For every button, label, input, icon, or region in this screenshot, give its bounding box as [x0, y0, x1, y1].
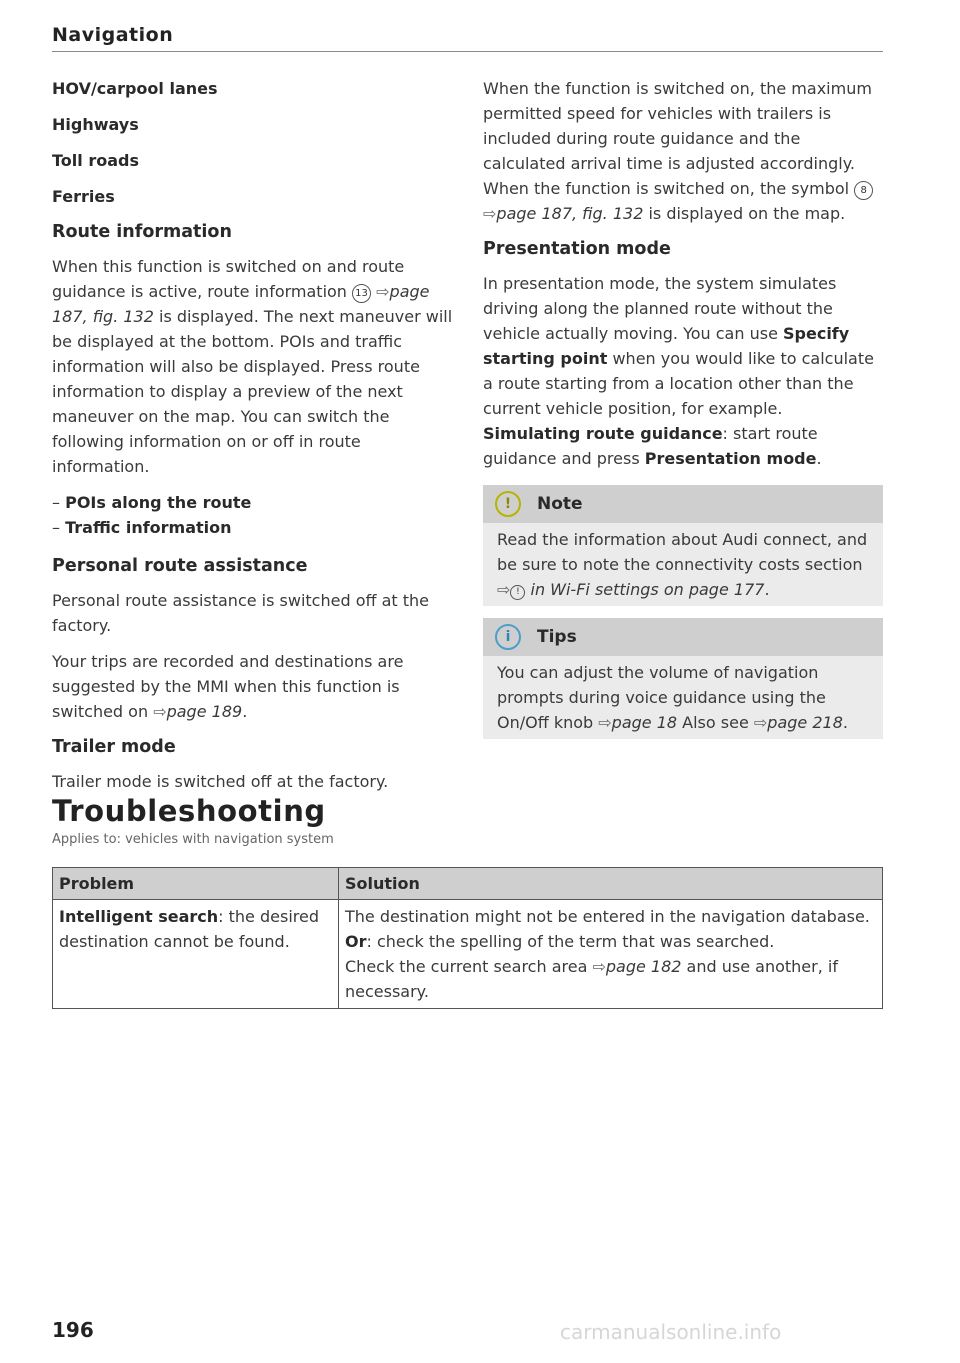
- trailer-detail-paragraph: When the function is switched on, the maximum permitted speed for vehicles with trailers is included during route guidance and the calculated arrival time is adjusted accordingly. When the function is switched on, the symbol 8 ⇨page 187, fig. 132 is displayed on the map.: [483, 79, 872, 223]
- note-title: Note: [537, 493, 583, 514]
- subheading-hov: HOV/carpool lanes: [52, 79, 218, 98]
- callout-marker-icon: 13: [352, 284, 371, 303]
- arrow-right-icon: ⇨: [592, 957, 606, 976]
- heading-trailer-mode: Trailer mode: [52, 737, 176, 757]
- list-item: – Traffic information: [52, 518, 232, 537]
- subheading-ferries: Ferries: [52, 187, 115, 206]
- page-number: 196: [52, 1318, 94, 1342]
- personal-paragraph-1: Personal route assistance is switched off at the factory.: [52, 591, 430, 635]
- left-column: [52, 76, 457, 805]
- arrow-right-icon: ⇨: [497, 580, 511, 599]
- list-item: – POIs along the route: [52, 493, 252, 512]
- section-header: Navigation: [52, 24, 174, 46]
- tips-body: You can adjust the volume of navigation prompts during voice guidance using the On/Off knob ⇨page 18 Also see ⇨page 218.: [497, 663, 848, 732]
- right-column: [483, 76, 883, 751]
- arrow-right-icon: ⇨: [153, 702, 167, 721]
- arrow-right-icon: ⇨: [376, 282, 390, 301]
- column-header-problem: Problem: [53, 868, 339, 900]
- arrow-right-icon: ⇨: [598, 713, 612, 732]
- solution-cell: The destination might not be entered in the navigation database. Or: check the spelling of the term that was searched. Check the current search area ⇨page 182 and use another, if necessary.: [339, 900, 883, 1009]
- arrow-right-icon: ⇨: [483, 204, 497, 223]
- exclamation-icon: !: [495, 491, 521, 517]
- tips-header: [483, 618, 883, 656]
- page-ref-link[interactable]: page 187, fig. 132: [496, 204, 644, 223]
- problem-cell: Intelligent search: the desired destination cannot be found.: [53, 900, 339, 1009]
- applies-to-note: Applies to: vehicles with navigation system: [52, 832, 334, 847]
- callout-marker-icon: 8: [854, 181, 873, 200]
- watermark: carmanualsonline.info: [560, 1320, 782, 1344]
- header-rule: [52, 51, 883, 52]
- heading-route-information: Route information: [52, 222, 232, 242]
- page-ref-link[interactable]: page 182: [605, 957, 682, 976]
- page-ref-link[interactable]: page 189: [166, 702, 243, 721]
- exclamation-icon: !: [510, 585, 525, 600]
- page-ref-link[interactable]: page 187, fig. 132: [52, 282, 430, 326]
- column-header-solution: Solution: [339, 868, 883, 900]
- heading-personal-route-assistance: Personal route assistance: [52, 556, 308, 576]
- arrow-right-icon: ⇨: [753, 713, 768, 732]
- tips-box: [483, 618, 883, 739]
- troubleshooting-title: Troubleshooting: [52, 794, 326, 828]
- note-box: [483, 485, 883, 606]
- subheading-toll-roads: Toll roads: [52, 151, 139, 170]
- tips-title: Tips: [537, 626, 577, 647]
- table-header-row: [53, 868, 883, 900]
- page-ref-link[interactable]: in Wi-Fi settings on page 177: [525, 580, 765, 599]
- subheading-highways: Highways: [52, 115, 139, 134]
- page-ref-link[interactable]: page 218: [767, 713, 843, 732]
- info-icon: i: [495, 624, 521, 650]
- route-information-paragraph: When this function is switched on and route guidance is active, route information 13 ⇨page 187, fig. 132 is displayed. The next maneuver will be displayed at the bottom. POIs and traffic information will also be displayed. Press route information to display a preview of the next maneuver on the map. You can switch the following information on or off in route information.: [52, 257, 453, 476]
- note-header: [483, 485, 883, 523]
- trailer-paragraph: Trailer mode is switched off at the factory.: [52, 772, 389, 791]
- table-row: [53, 900, 883, 1009]
- page-ref-link[interactable]: page 18: [611, 713, 678, 732]
- note-body: Read the information about Audi connect, and be sure to note the connectivity costs section ⇨ ! in Wi-Fi settings on page 177.: [497, 530, 868, 599]
- presentation-paragraph: In presentation mode, the system simulates driving along the planned route without the vehicle actually moving. You can use Specify starting point when you would like to calculate a route starting from a location other than the current vehicle position, for example. Simulating route guidance: start route guidance and press Presentation mode.: [483, 274, 874, 468]
- personal-paragraph-2: Your trips are recorded and destinations are suggested by the MMI when this function is switched on ⇨page 189.: [52, 652, 404, 721]
- heading-presentation-mode: Presentation mode: [483, 239, 671, 259]
- troubleshooting-table: [52, 867, 883, 1009]
